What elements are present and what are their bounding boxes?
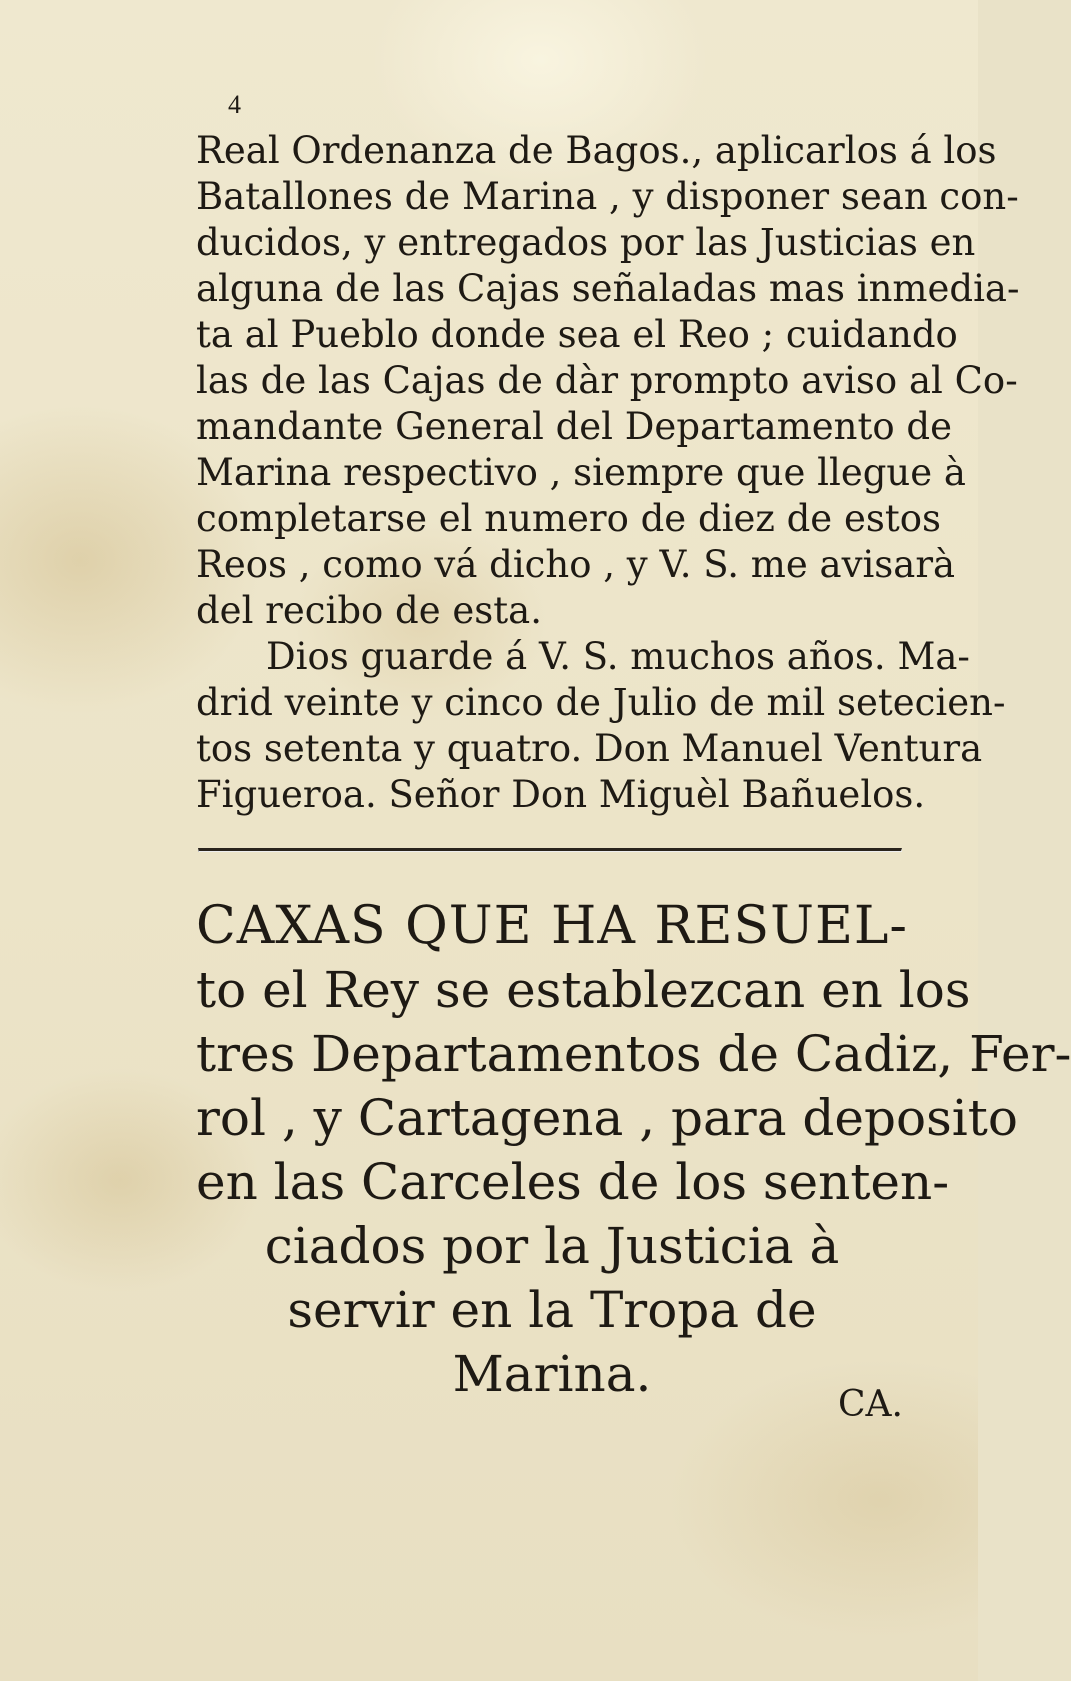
heading-line: CAXAS QUE HA RESUEL- <box>196 896 908 956</box>
body-line: Marina respectivo , siempre que llegue à <box>196 451 966 494</box>
body-line: las de las Cajas de dàr prompto aviso al Co- <box>196 359 1018 402</box>
page-number: 4 <box>228 90 241 119</box>
body-line: del recibo de esta. <box>196 589 542 632</box>
body-line: ducidos, y entregados por las Justicias en <box>196 221 976 264</box>
section-heading <box>196 894 1071 1406</box>
heading-line: en las Carceles de los senten- <box>196 1153 950 1211</box>
body-line: alguna de las Cajas señaladas mas inmedia- <box>196 267 1020 310</box>
body-line: completarse el numero de diez de estos <box>196 497 941 540</box>
heading-line: rol , y Cartagena , para deposito <box>196 1089 1018 1147</box>
body-line: ta al Pueblo donde sea el Reo ; cuidando <box>196 313 958 356</box>
body-line: Dios guarde á V. S. muchos años. Ma- <box>266 635 970 678</box>
heading-line: servir en la Tropa de <box>287 1281 817 1339</box>
body-line: Batallones de Marina , y disponer sean con- <box>196 175 1019 218</box>
body-text <box>196 128 1020 818</box>
heading-line: ciados por la Justicia à <box>264 1217 840 1275</box>
heading-line: tres Departamentos de Cadiz, Fer- <box>196 1025 1071 1083</box>
section-divider <box>198 848 902 852</box>
catchword: CA. <box>838 1384 903 1425</box>
body-line: mandante General del Departamento de <box>196 405 952 448</box>
body-line: Real Ordenanza de Bagos., aplicarlos á los <box>196 129 997 172</box>
heading-line: Marina. <box>452 1345 652 1403</box>
body-line: Reos , como vá dicho , y V. S. me avisarà <box>196 543 956 586</box>
body-line: Figueroa. Señor Don Miguèl Bañuelos. <box>196 773 926 816</box>
body-line: drid veinte y cinco de Julio de mil setecien- <box>196 681 1006 724</box>
body-line: tos setenta y quatro. Don Manuel Ventura <box>196 727 983 770</box>
heading-line: to el Rey se establezcan en los <box>196 961 971 1019</box>
